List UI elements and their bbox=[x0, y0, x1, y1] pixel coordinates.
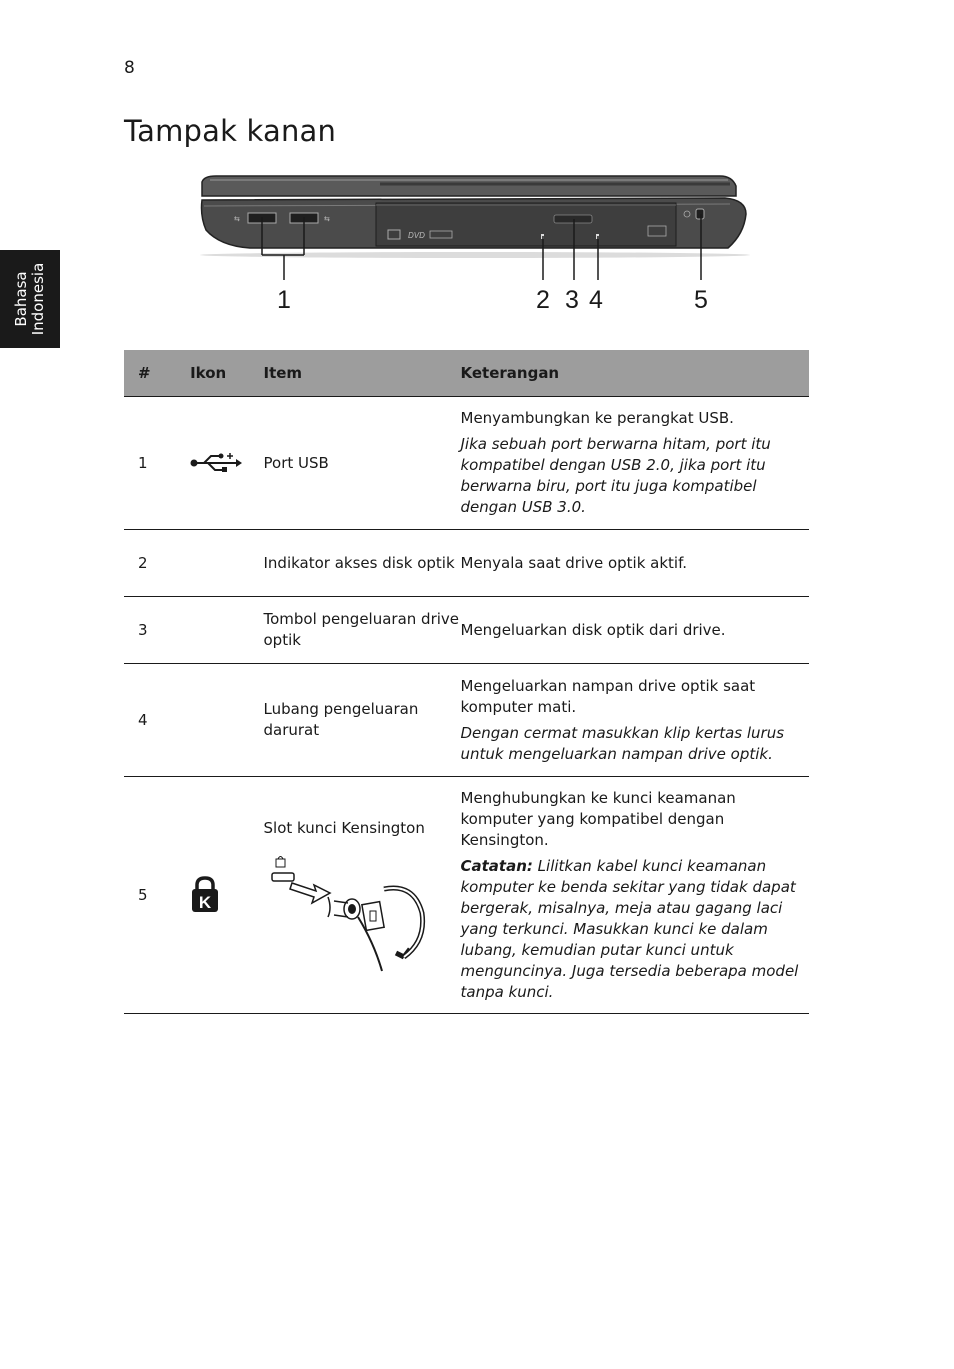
row-item: Port USB bbox=[264, 397, 461, 530]
laptop-right-side-illustration bbox=[190, 172, 765, 322]
table-row bbox=[124, 777, 809, 1014]
row-number: 2 bbox=[124, 530, 190, 597]
row-icon-cell bbox=[190, 597, 263, 664]
row-icon-cell bbox=[190, 664, 263, 777]
table-row bbox=[124, 597, 809, 664]
kensington-lock-illustration bbox=[264, 853, 434, 973]
header-description: Keterangan bbox=[461, 350, 810, 397]
row-item: Indikator akses disk optik bbox=[264, 530, 461, 597]
svg-text:DVD: DVD bbox=[408, 231, 425, 240]
row-icon-cell bbox=[190, 530, 263, 597]
callout-1: 1 bbox=[277, 286, 291, 314]
row-item: Lubang pengeluaran darurat bbox=[264, 664, 461, 777]
row-number: 4 bbox=[124, 664, 190, 777]
table-row bbox=[124, 530, 809, 597]
row-icon-cell bbox=[190, 777, 263, 1014]
row-description bbox=[461, 530, 810, 597]
callout-5: 5 bbox=[694, 286, 708, 314]
description-text: Menyambungkan ke perangkat USB. bbox=[460, 409, 734, 427]
description-note: Jika sebuah port berwarna hitam, port itu kompatibel dengan USB 2.0, jika port itu berwarna biru, port itu juga kompatibel dengan USB 3.0. bbox=[460, 435, 771, 516]
page-title: Tampak kanan bbox=[124, 114, 337, 148]
row-icon-cell bbox=[190, 397, 263, 530]
table-row bbox=[124, 397, 809, 530]
row-number: 3 bbox=[124, 597, 190, 664]
header-item: Item bbox=[264, 350, 461, 397]
row-item-cell bbox=[264, 777, 461, 1014]
row-description bbox=[461, 777, 810, 1014]
note-text: Lilitkan kabel kunci keamanan komputer ke benda sekitar yang tidak dapat bergerak, misalnya, meja atau gagang laci yang terkunci. Masukkan kunci ke dalam lubang, kemudian putar kunci untuk menguncinya. Juga tersedia beberapa model tanpa kunci. bbox=[460, 856, 799, 1001]
description-text: Mengeluarkan disk optik dari drive. bbox=[460, 620, 726, 639]
row-item: Slot kunci Kensington bbox=[263, 818, 425, 837]
row-description bbox=[461, 597, 810, 664]
side-tab-line-1: Bahasa bbox=[12, 271, 30, 327]
callout-3: 3 bbox=[565, 286, 579, 314]
row-description bbox=[461, 397, 810, 530]
row-description bbox=[461, 664, 810, 777]
description-note bbox=[461, 856, 802, 1003]
callout-2: 2 bbox=[536, 286, 550, 314]
side-tab-label bbox=[13, 263, 47, 336]
language-side-tab bbox=[0, 250, 60, 348]
side-tab-line-2: Indonesia bbox=[29, 262, 47, 336]
right-side-features-table bbox=[124, 350, 809, 1014]
row-item: Tombol pengeluaran drive optik bbox=[264, 597, 461, 664]
note-label: Catatan: bbox=[460, 856, 533, 875]
svg-text:⇆: ⇆ bbox=[234, 215, 240, 223]
page-number: 8 bbox=[124, 58, 135, 78]
description-note: Dengan cermat masukkan klip kertas lurus untuk mengeluarkan nampan drive optik. bbox=[460, 723, 785, 763]
svg-text:⇆: ⇆ bbox=[324, 215, 330, 223]
row-number: 5 bbox=[124, 777, 190, 1014]
table-row bbox=[124, 664, 809, 777]
header-number: # bbox=[124, 350, 190, 397]
callout-4: 4 bbox=[589, 286, 603, 314]
description-text: Mengeluarkan nampan drive optik saat komputer mati. bbox=[460, 676, 756, 716]
usb-icon bbox=[190, 452, 242, 474]
description-text: Menyala saat drive optik aktif. bbox=[460, 553, 688, 572]
header-icon: Ikon bbox=[190, 350, 263, 397]
row-number: 1 bbox=[124, 397, 190, 530]
svg-text:K: K bbox=[198, 893, 212, 912]
table-header-row bbox=[124, 350, 809, 397]
description-text: Menghubungkan ke kunci keamanan komputer yang kompatibel dengan Kensington. bbox=[460, 788, 736, 849]
kensington-lock-icon bbox=[190, 876, 220, 914]
